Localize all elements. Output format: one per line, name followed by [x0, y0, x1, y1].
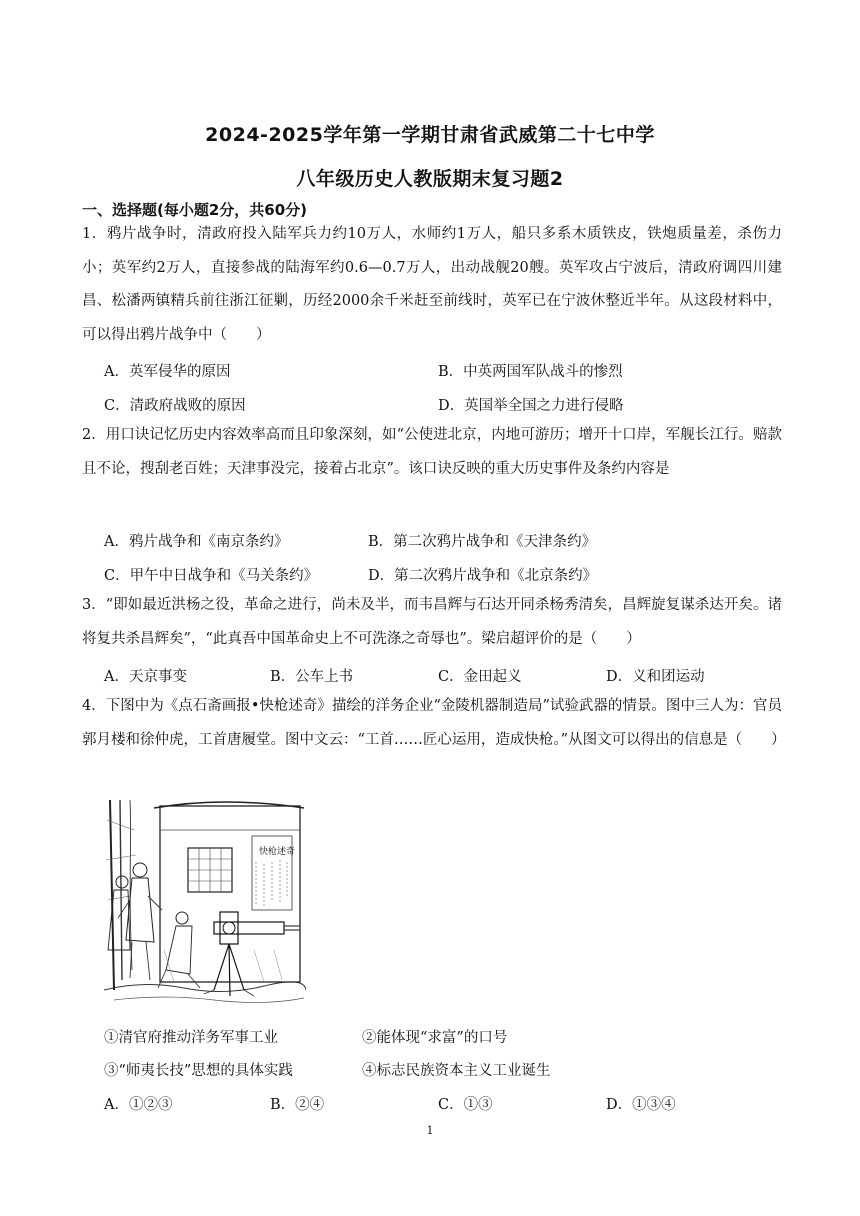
- question-2-option-c: C．甲午中日战争和《马关条约》: [104, 568, 319, 584]
- quick-gun-illustration-icon: [104, 800, 306, 1008]
- question-4-option-b: B．②④: [270, 1097, 325, 1113]
- section-heading: 一、选择题(每小题2分，共60分): [82, 201, 308, 219]
- question-4-statement-2: ②能体现“求富”的口号: [362, 1030, 508, 1046]
- question-3-option-a: A．天京事变: [104, 669, 187, 685]
- question-4-statement-4: ④标志民族资本主义工业诞生: [362, 1063, 551, 1079]
- question-4-stem: 4．下图中为《点石斋画报•快枪述奇》描绘的洋务企业“金陵机器制造局”试验武器的情景。图中三人为：官员郭月楼和徐仲虎，工首唐履堂。图中文云：“工首……匠心运用，造成快枪。”从图文可以得出的信息是（ ）: [82, 698, 786, 748]
- question-2-option-b: B．第二次鸦片战争和《天津条约》: [368, 534, 597, 550]
- question-1-stem: 1．鸦片战争时，清政府投入陆军兵力约10万人，水师约1万人，船只多系木质铁皮，铁炮质量差，杀伤力小；英军约2万人，直接参战的陆海军约0.6—0.7万人，出动战舰20艘。英军攻占宁波后，清政府调四川建昌、松潘两镇精兵前往浙江征剿，历经2000余千米赶至前线时，英军已在宁波休整近半年。从这段材料中，可以得出鸦片战争中（ ）: [82, 226, 782, 343]
- question-1-option-a: A．英军侵华的原因: [104, 364, 231, 380]
- question-1-option-c: C．清政府战败的原因: [104, 398, 246, 414]
- question-4-option-d: D．①③④: [606, 1097, 676, 1113]
- question-2-option-a: A．鸦片战争和《南京条约》: [104, 534, 289, 550]
- question-2-stem: 2．用口诀记忆历史内容效率高而且印象深刻，如“公使进北京，内地可游历；增开十口岸，军舰长江行。赔款且不论，搜刮老百姓；天津事没完，接着占北京”。该口诀反映的重大历史事件及条约内容是: [82, 427, 782, 477]
- woodcut-illustration: [104, 800, 306, 1008]
- question-4-option-a: A．①②③: [104, 1097, 173, 1113]
- question-3-option-b: B．公车上书: [270, 669, 354, 685]
- document-title-line1: 2024-2025学年第一学期甘肃省武威第二十七中学: [205, 124, 655, 146]
- question-3-option-d: D．义和团运动: [606, 669, 705, 685]
- question-1-option-b: B．中英两国军队战斗的惨烈: [438, 364, 623, 380]
- figure-caption: 快枪述奇: [259, 847, 296, 857]
- question-3-option-c: C．金田起义: [438, 669, 522, 685]
- question-4-statement-3: ③“师夷长技”思想的具体实践: [104, 1063, 293, 1079]
- question-3-stem: 3．“即如最近洪杨之役，革命之进行，尚未及半，而韦昌辉与石达开同杀杨秀清矣，昌辉旋复谋杀达开矣。诸将复共杀昌辉矣”，“此真吾中国革命史上不可洗涤之奇辱也”。梁启超评价的是（ ）: [82, 597, 782, 647]
- question-4-option-c: C．①③: [438, 1097, 493, 1113]
- question-2-option-d: D．第二次鸦片战争和《北京条约》: [368, 568, 598, 584]
- document-title-line2: 八年级历史人教版期末复习题2: [296, 168, 564, 190]
- question-4-statement-1: ①清官府推动洋务军事工业: [104, 1030, 278, 1046]
- page-number: 1: [426, 1124, 434, 1137]
- question-1-option-d: D．英国举全国之力进行侵略: [438, 398, 624, 414]
